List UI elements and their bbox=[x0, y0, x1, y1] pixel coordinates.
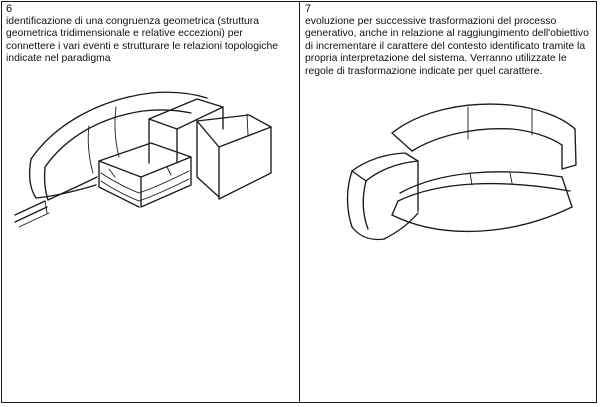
curved-arm-inner-top bbox=[45, 110, 191, 167]
front-block-top bbox=[352, 153, 418, 181]
tail-line-1 bbox=[15, 201, 45, 215]
right-box-front-left bbox=[197, 121, 219, 197]
curved-arm-front-face bbox=[45, 167, 48, 200]
tail-line-3 bbox=[19, 213, 49, 227]
top-slab-left-end bbox=[392, 133, 412, 151]
center-plate-upper bbox=[400, 172, 562, 193]
panel-caption: identificazione di una congruenza geometrica (struttura geometrica tridimensionale e relative eccezioni) per connettere i vari eventi e strutturare le relazioni topologiche indicate nel paradigma bbox=[6, 16, 279, 65]
front-block-face bbox=[348, 171, 353, 227]
transformed-volume-sketch bbox=[300, 1, 598, 403]
panel-caption: evoluzione per successive trasformazioni del processo generativo, anche in relazione al raggiungimento dell'obiettivo di incrementare il carattere del contesto identificato tramite la propria interpretazione del sistema. Verranno utilizzate le regole di trasformazione indicate per quel carattere. bbox=[305, 16, 589, 77]
curved-arm-outer-top bbox=[31, 92, 207, 159]
geometric-congruence-sketch bbox=[1, 1, 299, 403]
curved-arm-outer-side bbox=[30, 159, 36, 198]
right-box-top bbox=[197, 115, 271, 147]
curved-arm-inner-side bbox=[48, 177, 97, 200]
center-prism-slash bbox=[109, 169, 115, 177]
front-block-inner-face bbox=[363, 181, 368, 229]
panel-number: 7 bbox=[305, 3, 312, 15]
panel-number: 6 bbox=[6, 3, 13, 15]
curved-arm-rib-1 bbox=[88, 126, 93, 173]
center-prism-band-2 bbox=[101, 179, 189, 201]
curved-arm-rib-2 bbox=[115, 107, 119, 157]
center-plate-right-tip bbox=[562, 177, 572, 207]
right-box-upper-detail bbox=[247, 114, 248, 135]
top-slab-outer bbox=[392, 104, 575, 133]
panel-6 bbox=[1, 1, 299, 403]
right-box-right-face bbox=[219, 127, 271, 199]
center-plate-left-tip bbox=[392, 201, 398, 215]
panel-7 bbox=[300, 1, 597, 403]
center-prism-slash-2 bbox=[167, 167, 171, 175]
center-plate-lower bbox=[392, 207, 572, 231]
tail-line-2 bbox=[15, 207, 47, 222]
center-plate-detail-2 bbox=[510, 173, 512, 183]
rear-block-top bbox=[149, 99, 223, 129]
top-slab-right-end bbox=[562, 129, 576, 169]
center-plate-detail bbox=[470, 173, 472, 185]
top-slab-inner bbox=[412, 129, 562, 151]
center-prism-band-1 bbox=[101, 171, 189, 193]
center-plate-mid bbox=[398, 184, 570, 201]
front-block-lower bbox=[384, 213, 418, 239]
